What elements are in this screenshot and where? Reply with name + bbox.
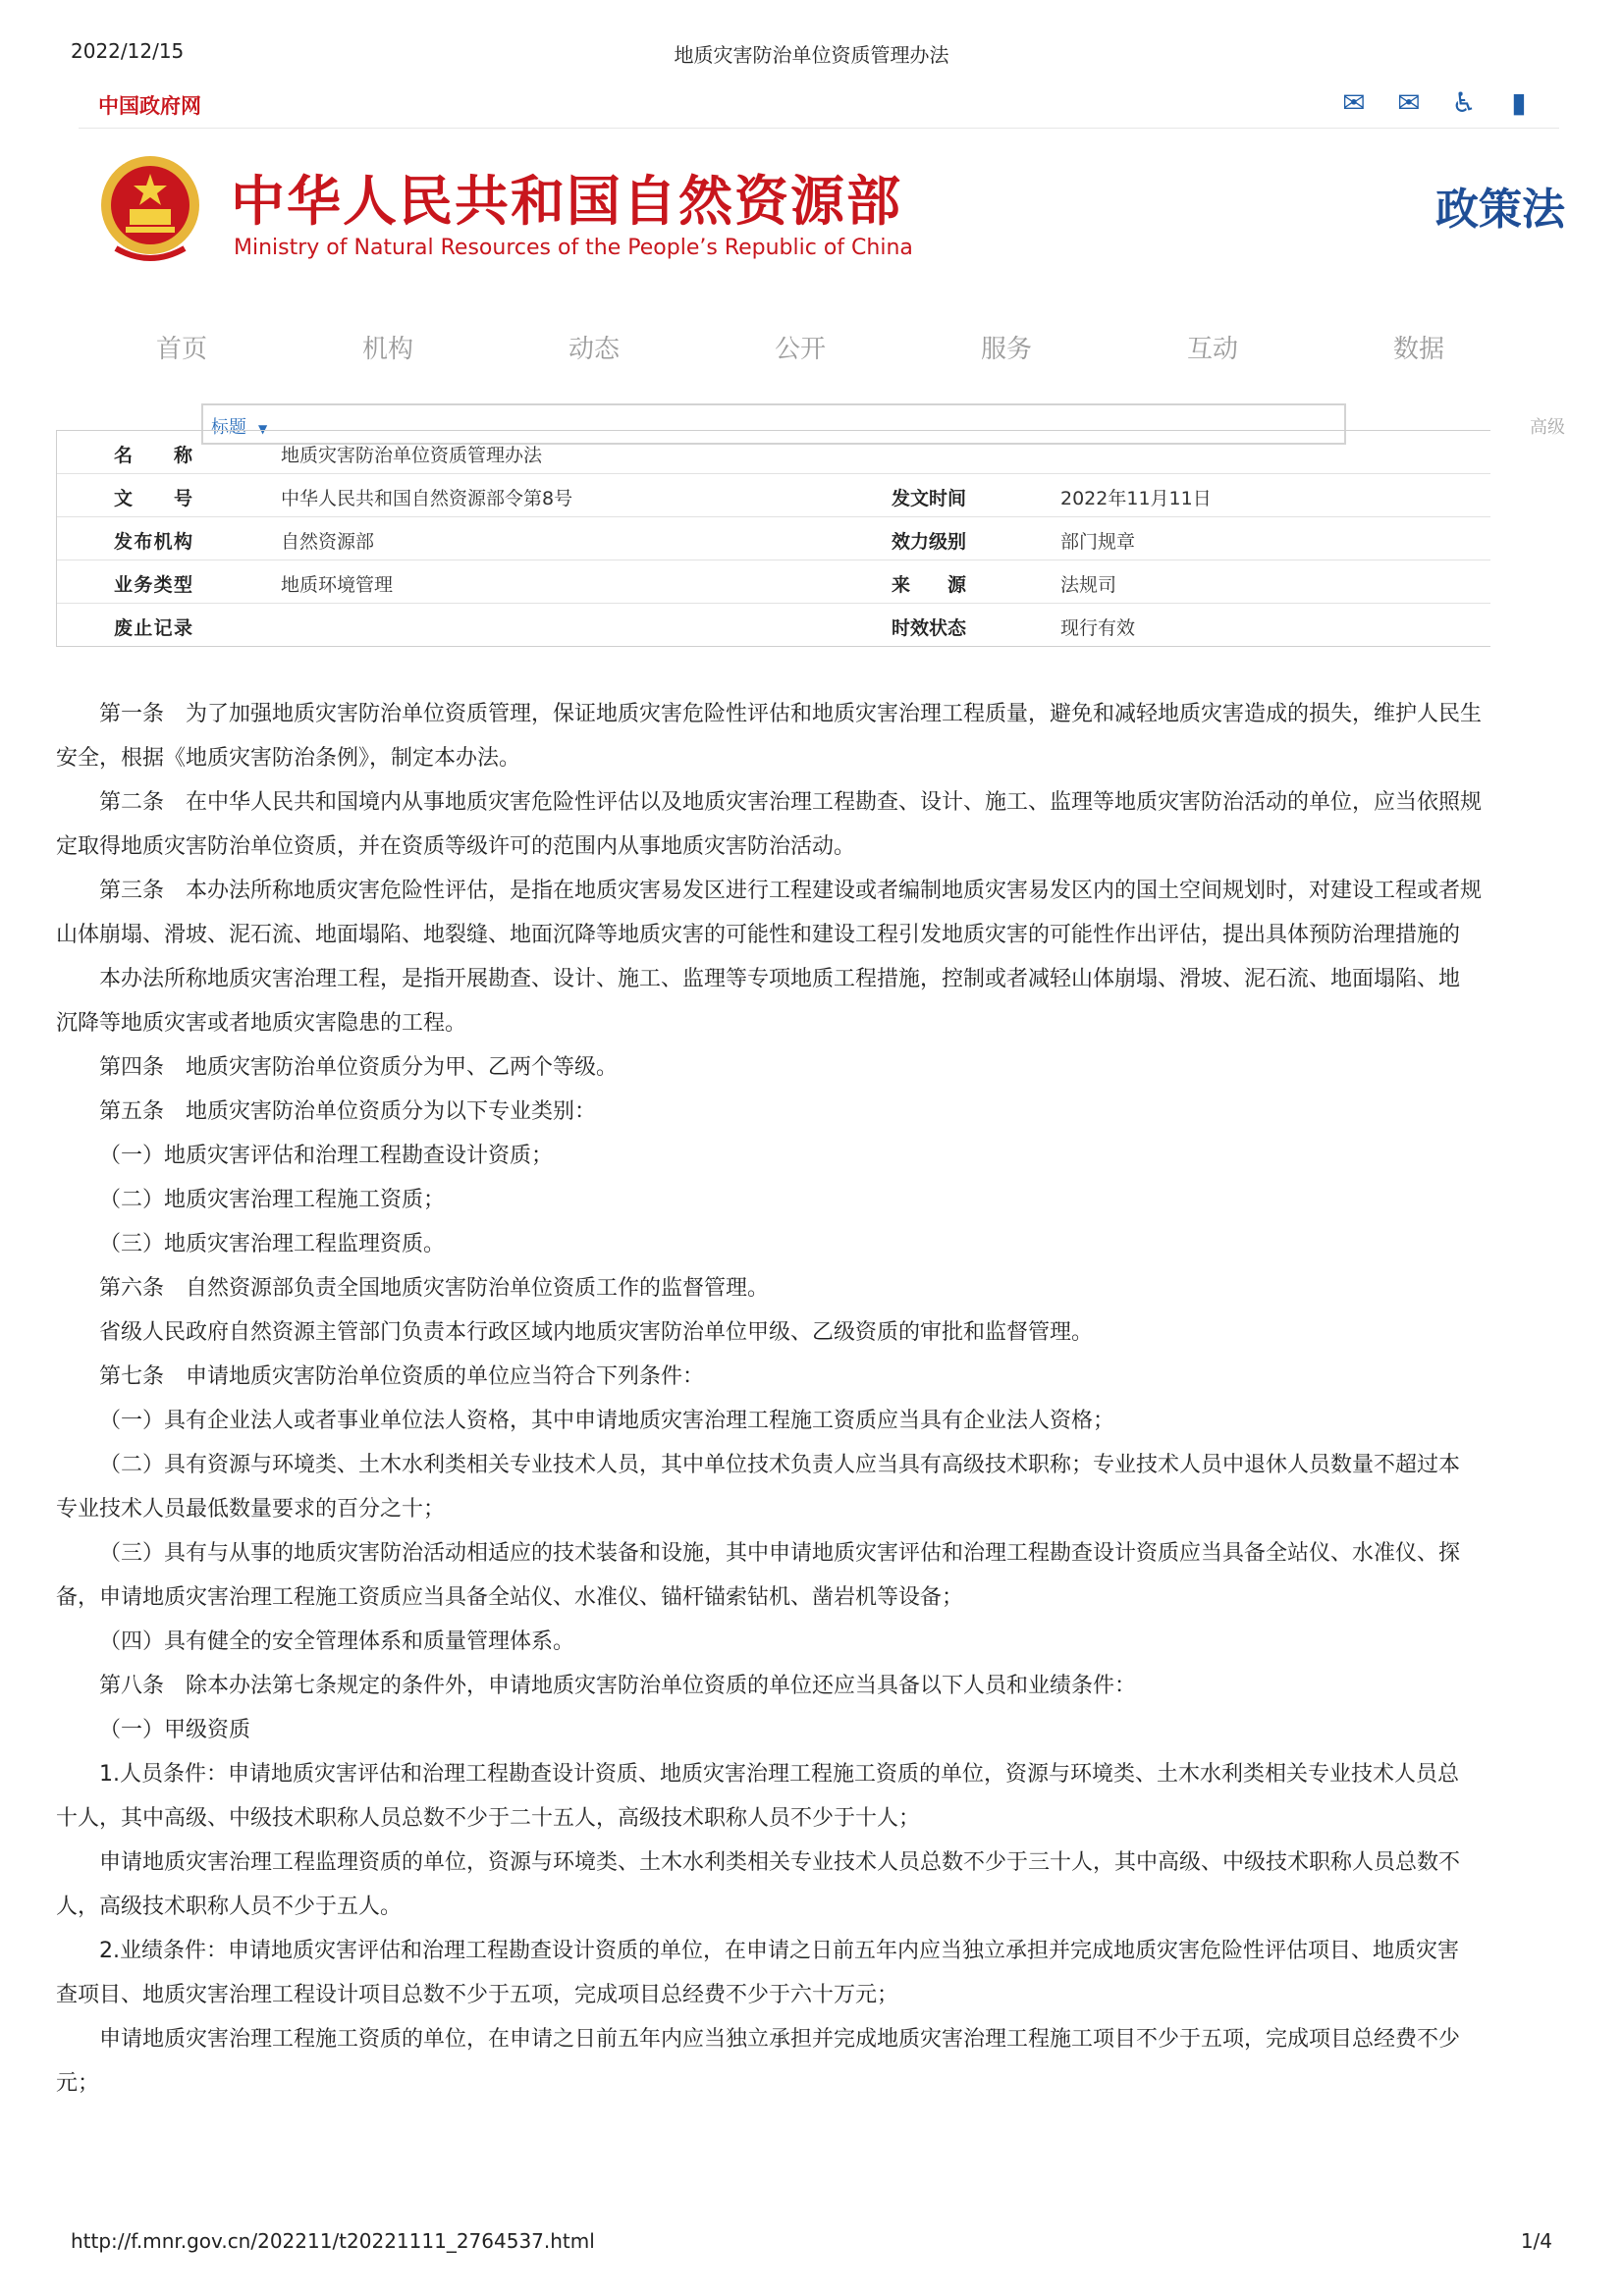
article-line: 省级人民政府自然资源主管部门负责本行政区域内地质灾害防治单位甲级、乙级资质的审批和监督管理。 [99,1320,1094,1345]
main-nav [79,286,1559,403]
nav-item-organization[interactable]: 机构 [361,335,413,364]
table-row [57,474,1490,517]
print-header [71,39,1552,65]
article-line: 第四条 地质灾害防治单位资质分为甲、乙两个等级。 [99,1055,619,1080]
article-line: 1.人员条件：申请地质灾害评估和治理工程勘查设计资质、地质灾害治理工程施工资质的单位，资源与环境类、土木水利类相关专业技术人员总 [99,1762,1459,1787]
meta-value: 部门规章 [1060,531,1136,553]
ministry-name-cn: 中华人民共和国自然资源部 [231,170,903,233]
article-line: 第三条 本办法所称地质灾害危险性评估，是指在地质灾害易发区进行工程建设或者编制地质灾害易发区内的国土空间规划时，对建设工程或者规 [99,879,1483,903]
nav-item-interaction[interactable]: 互动 [1186,335,1238,364]
article-line: 元； [56,2071,100,2096]
section-title: 政策法 [1435,185,1565,235]
article-line: 定取得地质灾害防治单位资质，并在资质等级许可的范围内从事地质灾害防治活动。 [56,834,856,859]
print-footer [71,2229,1552,2255]
table-row [57,561,1490,604]
meta-value: 法规司 [1060,574,1117,596]
article-line: （一）甲级资质 [99,1718,251,1742]
article-line: 第一条 为了加强地质灾害防治单位资质管理，保证地质灾害危险性评估和地质灾害治理工程质量，避免和减轻地质灾害造成的损失，维护人民生 [99,702,1483,726]
table-row [57,431,1490,474]
top-icon-group [1337,86,1536,120]
table-row [57,517,1490,561]
article-body [56,692,1529,2106]
gov-portal-link[interactable]: 中国政府网 [98,94,201,118]
document-meta-table [56,430,1490,647]
chevron-down-icon: ▼ [258,422,268,436]
page-number: 1/4 [1520,2229,1552,2253]
article-line: 2.业绩条件：申请地质灾害评估和治理工程勘查设计资质的单位，在申请之日前五年内应当独立承担并完成地质灾害危险性评估项目、地质灾害 [99,1939,1459,1963]
article-line: （三）具有与从事的地质灾害防治活动相适应的技术装备和设施，其中申请地质灾害评估和治理工程勘查设计资质应当具备全站仪、水准仪、探 [99,1541,1461,1566]
article-line: 第六条 自然资源部负责全国地质灾害防治单位资质工作的监督管理。 [99,1276,770,1301]
article-line: 申请地质灾害治理工程监理资质的单位，资源与环境类、土木水利类相关专业技术人员总数不少于三十人，其中高级、中级技术职称人员总数不 [99,1850,1461,1875]
article-line: 沉降等地质灾害或者地质灾害隐患的工程。 [56,1011,467,1036]
meta-label: 名 称 [114,445,192,466]
article-line: 第五条 地质灾害防治单位资质分为以下专业类别： [99,1099,597,1124]
article-line: （二）地质灾害治理工程施工资质； [99,1188,446,1212]
app-icon[interactable]: ▮ [1511,86,1527,119]
article-line: 本办法所称地质灾害治理工程，是指开展勘查、设计、施工、监理等专项地质工程措施，控制或者减轻山体崩塌、滑坡、泥石流、地面塌陷、地 [99,967,1461,991]
meta-label: 效力级别 [892,531,967,553]
article-line: 专业技术人员最低数量要求的百分之十； [56,1497,446,1522]
table-row [57,604,1490,646]
article-line: （三）地质灾害治理工程监理资质。 [99,1232,446,1256]
meta-value: 自然资源部 [281,531,375,553]
meta-value: 地质灾害防治单位资质管理办法 [281,445,543,466]
meta-label: 来 源 [892,574,967,596]
article-line: （一）具有企业法人或者事业单位法人资格，其中申请地质灾害治理工程施工资质应当具有企业法人资格； [99,1409,1115,1433]
article-line: 人，高级技术职称人员不少于五人。 [56,1895,403,1919]
nav-item-home[interactable]: 首页 [155,335,207,364]
article-line: 山体崩塌、滑坡、泥石流、地面塌陷、地裂缝、地面沉降等地质灾害的可能性和建设工程引发地质灾害的可能性作出评估，提出具体预防治理措施的 [56,923,1461,947]
meta-value: 地质环境管理 [281,574,394,596]
article-line: 备，申请地质灾害治理工程施工资质应当具备全站仪、水准仪、锚杆锚索钻机、凿岩机等设备； [56,1585,964,1610]
top-bar [79,79,1559,129]
article-line: 查项目、地质灾害治理工程设计项目总数不少于五项，完成项目总经费不少于六十万元； [56,1983,899,2007]
meta-value: 现行有效 [1060,617,1136,639]
mail-icon[interactable]: ✉ [1342,86,1366,119]
meta-value: 2022年11月11日 [1060,488,1212,509]
national-emblem-icon [96,150,204,266]
meta-value: 中华人民共和国自然资源部令第8号 [281,488,573,509]
article-line: 安全，根据《地质灾害防治条例》，制定本办法。 [56,746,521,771]
article-line: 第二条 在中华人民共和国境内从事地质灾害危险性评估以及地质灾害治理工程勘查、设计、施工、监理等地质灾害防治活动的单位，应当依照规 [99,790,1483,815]
nav-item-news[interactable]: 动态 [568,335,620,364]
article-line: 第八条 除本办法第七条规定的条件外，申请地质灾害防治单位资质的单位还应当具备以下人员和业绩条件： [99,1674,1137,1698]
print-title: 地质灾害防治单位资质管理办法 [674,43,949,67]
article-line: （二）具有资源与环境类、土木水利类相关专业技术人员，其中单位技术负责人应当具有高级技术职称；专业技术人员中退休人员数量不超过本 [99,1453,1461,1477]
advanced-search-link[interactable]: 高级 [1530,417,1565,438]
meta-label: 发文时间 [892,488,967,509]
article-line: 十人，其中高级、中级技术职称人员总数不少于二十五人，高级技术职称人员不少于十人； [56,1806,921,1831]
article-line: （一）地质灾害评估和治理工程勘查设计资质； [99,1144,554,1168]
mail-send-icon[interactable]: ✉ [1397,86,1421,119]
meta-label: 文 号 [114,488,192,509]
accessibility-icon[interactable]: ♿ [1451,86,1477,119]
meta-label: 废止记录 [114,617,192,639]
print-url: http://f.mnr.gov.cn/202211/t20221111_2764537.html [71,2229,595,2253]
nav-item-data[interactable]: 数据 [1392,335,1444,364]
article-line: 申请地质灾害治理工程施工资质的单位，在申请之日前五年内应当独立承担并完成地质灾害治理工程施工项目不少于五项，完成项目总经费不少 [99,2027,1461,2052]
meta-label: 时效状态 [892,617,967,639]
ministry-name-en: Ministry of Natural Resources of the People’s Republic of China [234,236,913,260]
article-line: 第七条 申请地质灾害防治单位资质的单位应当符合下列条件： [99,1364,705,1389]
meta-label: 业务类型 [114,574,192,596]
nav-item-services[interactable]: 服务 [980,335,1032,364]
meta-label: 发布机构 [114,531,192,553]
search-scope-label: 标题 [211,417,246,438]
site-brand [79,129,1565,286]
nav-item-disclosure[interactable]: 公开 [774,335,826,364]
print-date: 2022/12/15 [71,39,185,63]
article-line: （四）具有健全的安全管理体系和质量管理体系。 [99,1629,575,1654]
